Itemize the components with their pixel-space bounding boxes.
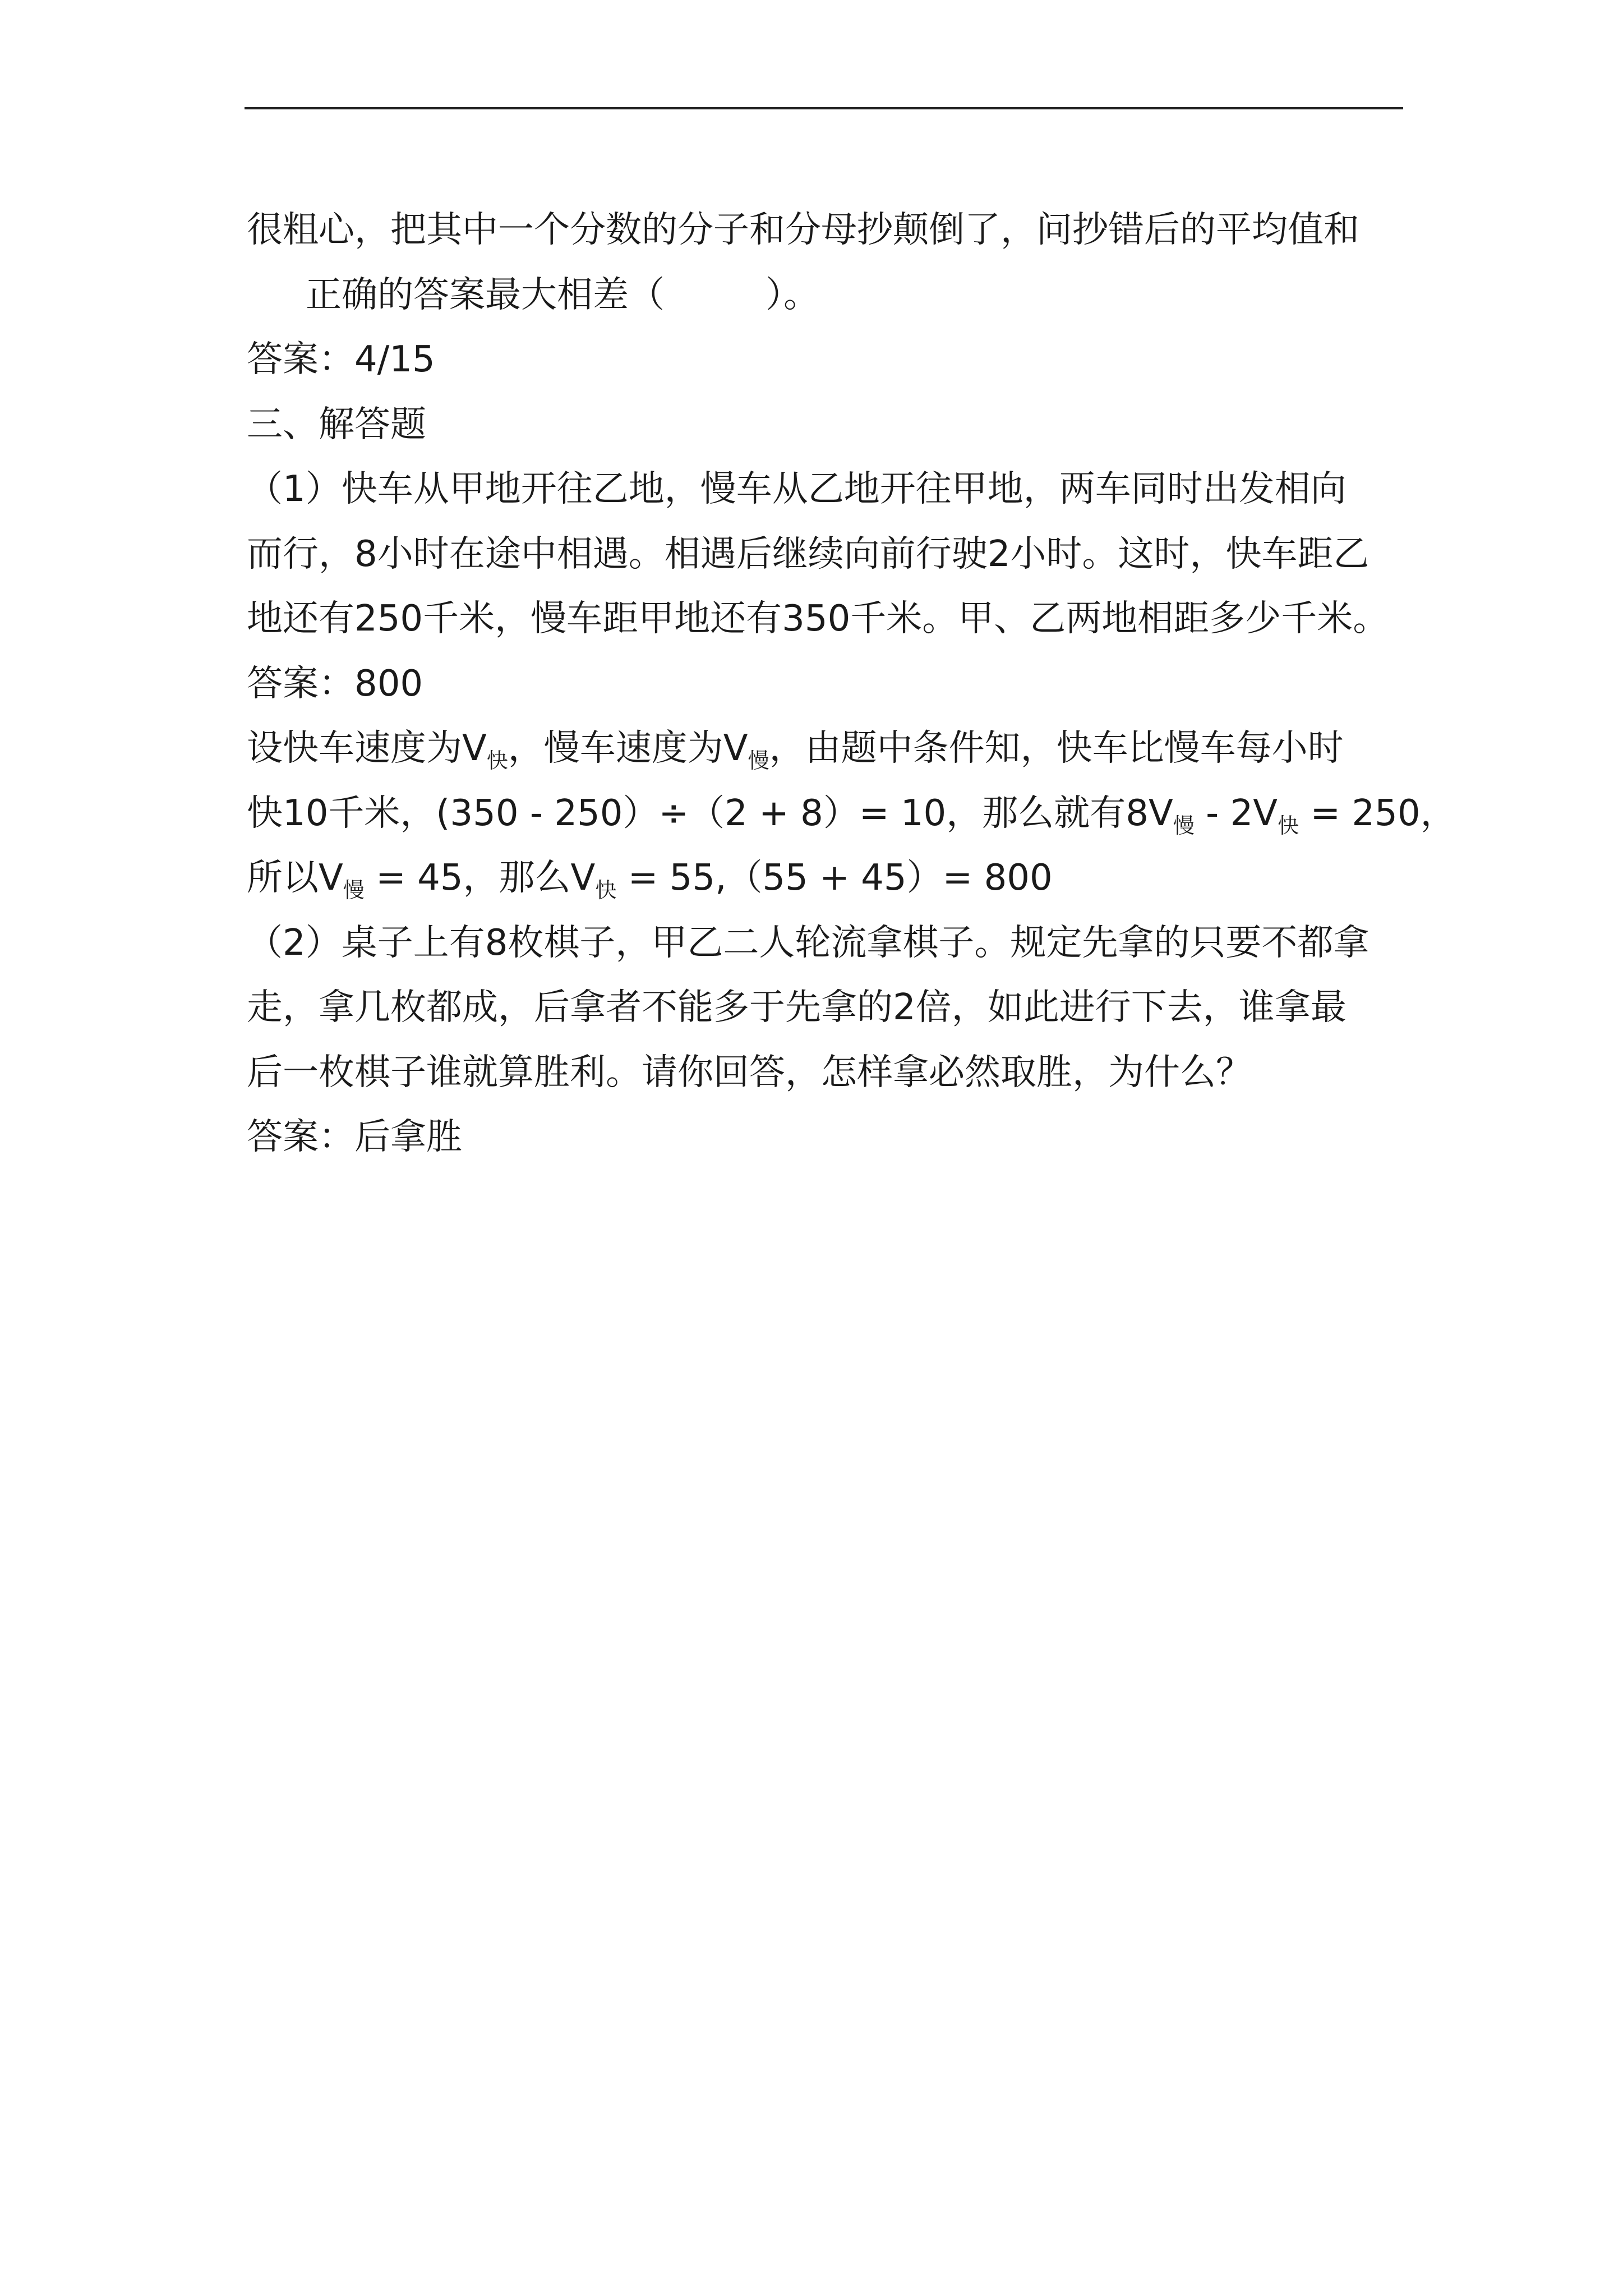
text-line: 很粗心，把其中一个分数的分子和分母抄颠倒了，问抄错后的平均值和 <box>247 209 1359 251</box>
text-fragment: ，由题中条件知，快车比慢车每小时 <box>769 728 1344 769</box>
text-fragment: 快10千米，(350 - 250）÷（2 + 8）= 10，那么就有8V <box>247 793 1173 834</box>
question-line: （1）快车从甲地开往乙地，慢车从乙地开往甲地，两车同时出发相向 <box>247 468 1347 510</box>
text-fragment: = 45，那么V <box>364 857 596 899</box>
answer-line: 答案：4/15 <box>247 339 435 380</box>
solution-line <box>247 720 1344 781</box>
subscript: 快 <box>486 748 508 773</box>
text-fragment: 设快车速度为V <box>247 728 487 769</box>
subscript: 快 <box>595 878 617 903</box>
solution-line <box>247 785 1456 846</box>
text-fragment: ）。 <box>766 274 819 316</box>
question-line: 地还有250千米，慢车距甲地还有350千米。甲、乙两地相距多少千米。 <box>247 598 1389 639</box>
text-line <box>306 267 819 323</box>
header-rule <box>245 107 1403 109</box>
text-fragment: 正确的答案最大相差（ <box>306 274 665 316</box>
text-fragment: = 250， <box>1299 793 1456 834</box>
question-line: （2）桌子上有8枚棋子，甲乙二人轮流拿棋子。规定先拿的只要不都拿 <box>247 922 1370 964</box>
subscript: 慢 <box>748 748 769 773</box>
text-fragment: ，慢车速度为V <box>508 728 748 769</box>
text-fragment: = 55,（55 + 45）= 800 <box>616 857 1053 899</box>
subscript: 慢 <box>343 878 365 903</box>
answer-line: 答案：后拿胜 <box>247 1116 462 1158</box>
text-fragment: - 2V <box>1194 793 1278 834</box>
question-line: 走，拿几枚都成，后拿者不能多于先拿的2倍，如此进行下去，谁拿最 <box>247 987 1347 1028</box>
answer-line: 答案：800 <box>247 663 423 705</box>
text-fragment: 所以V <box>247 857 343 899</box>
solution-line <box>247 850 1053 910</box>
question-line: 而行，8小时在途中相遇。相遇后继续向前行驶2小时。这时，快车距乙 <box>247 533 1370 575</box>
question-line: 后一枚棋子谁就算胜利。请你回答，怎样拿必然取胜，为什么？ <box>247 1052 1252 1093</box>
subscript: 快 <box>1278 813 1299 838</box>
section-heading: 三、解答题 <box>247 404 426 445</box>
subscript: 慢 <box>1173 813 1195 838</box>
